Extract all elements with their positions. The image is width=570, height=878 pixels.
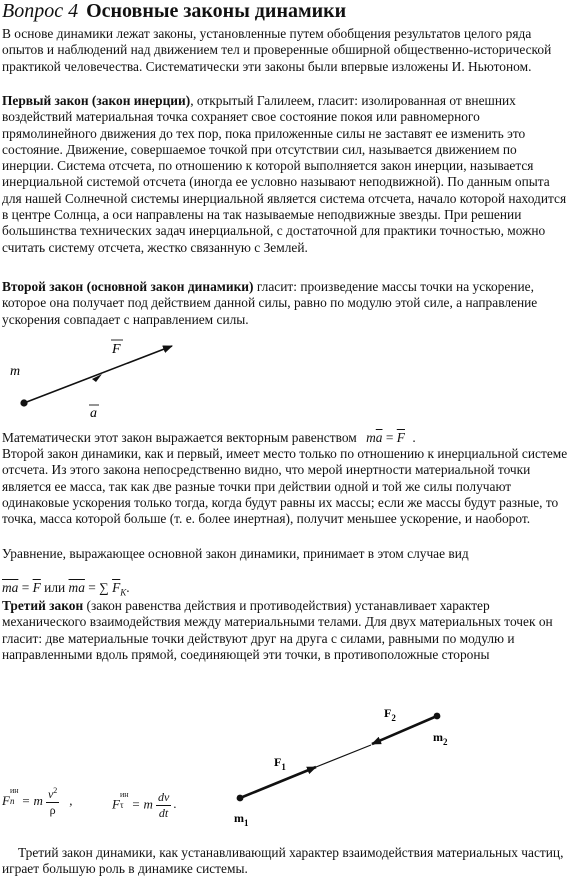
general-eq-dot: . bbox=[126, 580, 130, 595]
question-label: Вопрос 4 bbox=[2, 0, 79, 22]
vector-equation bbox=[366, 430, 408, 445]
vector-equation-text: Математически этот закон выражается векторным равенством bbox=[2, 430, 357, 445]
connecting-line bbox=[316, 745, 371, 767]
force-label: F bbox=[112, 342, 121, 357]
mass-label: m bbox=[10, 364, 21, 379]
closing-paragraph: Третий закон динамики, как устанавливающий характер взаимодействия материальных частиц, играет большую роль в динамике системы. bbox=[2, 845, 564, 877]
point-m2 bbox=[434, 713, 441, 720]
general-eq-eq1: = bbox=[18, 580, 33, 595]
third-law-heading: Третий закон bbox=[2, 598, 84, 613]
eq-equals: = bbox=[385, 430, 394, 445]
eq-accel: $\overline{a}$ bbox=[375, 430, 383, 445]
general-eq-lhs1: $\overline{ma}$ bbox=[2, 580, 19, 595]
force-f1-vector bbox=[240, 767, 316, 798]
tangential-fraction: $\frac{dv}{dt}$ bbox=[157, 790, 170, 820]
second-law-text: гласит: произведение массы точки на ускорение, которое она получает под действием данной силы, равно по модулю этой силе, а направление ускорения совпадает с направлением силы. bbox=[2, 279, 538, 327]
general-eq-sum: = ∑ bbox=[84, 580, 113, 595]
point-m1 bbox=[237, 795, 244, 802]
general-eq-lhs2: $\overline{ma}$ bbox=[68, 580, 85, 595]
second-law-explanation: Второй закон динамики, как и первый, имеет место только по отношению к инерциальной системе отсчета. Из этого закона непосредственно видно, что мерой инертности материальной точки является ее масса, так как две разные точки при действии одной и той же силы получают одинаковые ускорения только тогда, когда будут равны их массы; если же массы будут разные, то точка, масса которой больше (т. е. более инертная), получит меньшее ускорение, и наоборот. bbox=[2, 446, 568, 527]
force-vector-line bbox=[24, 346, 172, 403]
eq-mass: m bbox=[366, 430, 376, 445]
vector-equation-line bbox=[2, 430, 416, 446]
first-law-heading: Первый закон (закон инерции) bbox=[2, 93, 191, 108]
normal-inertia-equation: F ин n = m $\frac{v^2}{\rho}$ , bbox=[2, 786, 73, 817]
first-law-text: , открытый Галилеем, гласит: изолированная от внешних воздействий материальная точка сохраняет свое состояние покоя или равномерного прямолинейного движения до тех пор, пока приложенные силы не заставят ее изменить это состояние. Движение, совершаемое точкой при отсутствии сил, называется движением по инерции. Система отсчета, по отношению к которой выполняется закон инерции, называется инерциальной системой отсчета (иногда ее условно называют неподвижной). По данным опыта для нашей Солнечной системы инерциальной является система отсчета, начало которой находится в центре Солнца, а оси направлены на так называемые неподвижные звезды. При решении большинства технических задач инерциальной, с достаточной для практики точностью, можно считать систему отсчета, жестко связанную с Землей. bbox=[2, 93, 567, 255]
f2-label: $F_2$ bbox=[384, 706, 396, 723]
f1-label: $F_1$ bbox=[274, 755, 286, 772]
first-law-paragraph bbox=[2, 93, 568, 256]
eq-force: $\overline{F}$ bbox=[396, 430, 405, 445]
general-eq-rhs1: $\overline{F}$ bbox=[32, 580, 41, 595]
normal-fraction: $\frac{v^2}{\rho}$ bbox=[47, 786, 58, 817]
force-f2-vector bbox=[372, 716, 437, 744]
interaction-figure bbox=[226, 700, 466, 830]
force-acceleration-figure bbox=[0, 330, 200, 425]
equation-intro: Уравнение, выражающее основной закон динамики, принимает в этом случае вид bbox=[2, 546, 469, 561]
question-title: Основные законы динамики bbox=[86, 0, 347, 22]
tangential-inertia-equation: F ин τ = m $\frac{dv}{dt}$ . bbox=[112, 790, 177, 820]
second-law-paragraph bbox=[2, 279, 568, 328]
third-law-paragraph bbox=[2, 598, 568, 663]
general-eq-rhs2: $\overline{F}$ bbox=[112, 580, 121, 595]
third-law-text: (закон равенства действия и противодействия) устанавливает характер механического взаимодействия между материальными телами. Для двух материальных точек он гласит: две материальные точки действуют друг на друга с силами, равными по модулю и направленными вдоль прямой, соединяющей эти точки, в противоположные стороны bbox=[2, 598, 553, 662]
m2-label: $m_2$ bbox=[433, 730, 448, 747]
second-law-heading: Второй закон (основной закон динамики) bbox=[2, 279, 254, 294]
intro-paragraph: В основе динамики лежат законы, установленные путем обобщения результатов целого ряда опытов и наблюдений над движением тел и проверенные обширной общественно-исторической практикой человечества. Систематически эти законы были впервые изложены И. Ньютоном. bbox=[2, 26, 552, 74]
eq-dot: . bbox=[412, 430, 416, 445]
page-title bbox=[2, 0, 346, 26]
general-equation-line bbox=[2, 580, 130, 598]
acceleration-label: a bbox=[90, 406, 97, 421]
m1-label: $m_1$ bbox=[234, 811, 249, 828]
material-point bbox=[20, 399, 27, 406]
general-eq-sub: K bbox=[120, 587, 127, 598]
general-eq-or: или bbox=[40, 580, 69, 595]
